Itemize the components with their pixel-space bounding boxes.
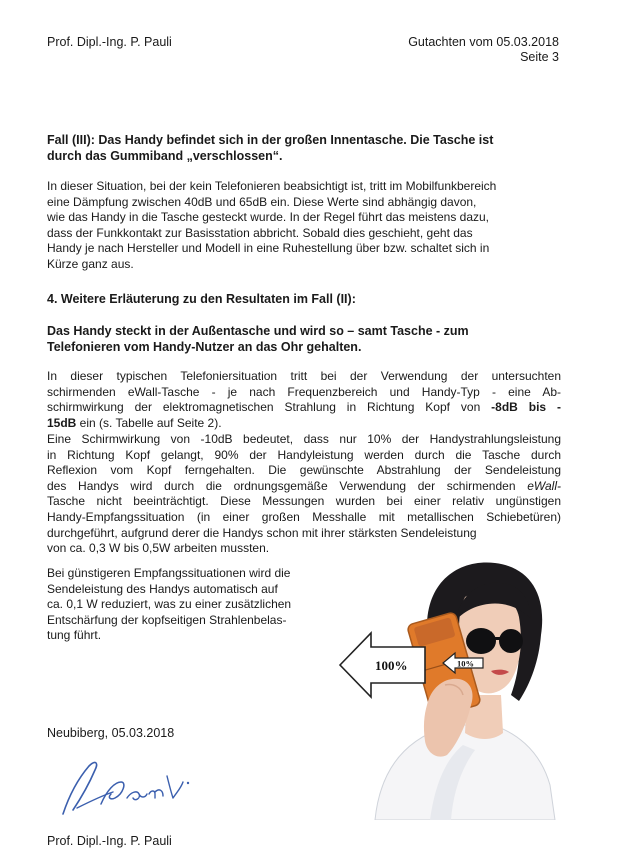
p2-line-3: Reflexion vom Kopf ferngehalten. Die gewünschte Abstrahlung der Sendeleistung: [47, 463, 561, 478]
section4-paragraph-1: [47, 369, 561, 431]
p2-line-4-text: des Handys wird durch die ordnungsgemäße Verwendung der schirmenden: [47, 478, 528, 493]
p2-line-2: in Richtung Kopf gelangt, 90% der Handyleistung werden durch die Tasche durch: [47, 447, 561, 462]
case3-heading-line: durch das Gummiband „verschlossen“.: [47, 149, 283, 163]
p2-line-8: von ca. 0,3 W bis 0,5W arbeiten mussten.: [47, 541, 270, 556]
p1-line-3: [47, 400, 561, 416]
p1-line-4: [47, 416, 561, 432]
case3-line: wie das Handy in die Tasche gesteckt wurde. In der Regel führt das meistens dazu,: [47, 210, 490, 225]
jacket: [375, 723, 555, 820]
phone-label: 10%: [457, 658, 474, 669]
section4-subheading-line: Telefonieren vom Handy-Nutzer an das Ohr gehalten.: [47, 340, 362, 354]
shielding-illustration: [335, 555, 565, 820]
sunglasses-bridge: [493, 637, 501, 640]
sunglasses-right-lens: [499, 629, 523, 653]
section4-subheading: [47, 323, 559, 355]
section4-paragraph-2: [47, 432, 561, 557]
p3-line: Bei günstigeren Empfangssituationen wird die: [47, 566, 291, 580]
header-report-date: [408, 35, 559, 65]
p2-line-7: durchgeführt, aufgrund derer die Handys schon mit ihrer stärksten Sendeleistung: [47, 525, 477, 540]
p2-line-1: Eine Schirmwirkung von -10dB bedeutet, dass nur 10% der Handystrahlungsleistung: [47, 432, 561, 446]
section4-heading: 4. Weitere Erläuterung zu den Resultaten im Fall (II):: [47, 292, 356, 306]
signature: [55, 752, 205, 822]
attenuation-range-start: -8dB bis -: [491, 400, 561, 415]
case3-heading: [47, 132, 559, 164]
section4-subheading-line: Das Handy steckt in der Außentasche und wird so – samt Tasche - zum: [47, 324, 469, 338]
case3-line: dass der Funkkontakt zur Basisstation abbricht. Sobald dies geschieht, geht das: [47, 225, 473, 240]
case3-line: In dieser Situation, bei der kein Telefonieren beabsichtigt ist, tritt im Mobilfunkbereich: [47, 179, 497, 193]
p3-line: tung führt.: [47, 628, 102, 643]
arrow-label: 100%: [375, 658, 408, 673]
p2-line-6: Handy-Empfangssituation (in einer großen Messhalle mit metallischen Schiebetüren): [47, 509, 561, 524]
p2-line-5: Tasche nicht beeinträchtigt. Diese Messungen wurden bei einer relativ ungünstigen: [47, 494, 561, 509]
p1-line-3-text: schirmwirkung der elektromagnetischen Strahlung in Richtung Kopf von: [47, 400, 492, 415]
case3-line: Kürze ganz aus.: [47, 256, 134, 271]
p1-line-1: In dieser typischen Telefoniersituation tritt bei der Verwendung der untersuchten: [47, 369, 561, 383]
header-author: Prof. Dipl.-Ing. P. Pauli: [47, 35, 172, 49]
attenuation-range-end: 15dB: [47, 415, 77, 430]
p3-line: ca. 0,1 W reduziert, was zu einer zusätzlichen: [47, 597, 292, 612]
case3-paragraph: [47, 179, 559, 273]
signature-svg: [55, 752, 205, 822]
section4-paragraph-3: [47, 566, 347, 644]
illustration-svg: [335, 555, 565, 820]
p2-line-4: [47, 479, 561, 495]
p3-line: Entschärfung der kopfseitigen Strahlenbelas-: [47, 612, 287, 627]
case3-line: eine Dämpfung zwischen 40dB und 65dB ein. Diese Werte sind abhängig davon,: [47, 194, 477, 209]
p3-line: Sendeleistung des Handys automatisch auf: [47, 581, 278, 596]
page-number: Seite 3: [520, 50, 559, 64]
p1-line-4-text: ein (s. Tabelle auf Seite 2).: [76, 415, 222, 430]
p1-line-2: schirmenden eWall-Tasche - je nach Frequenzbereich und Handy-Typ - eine Ab-: [47, 384, 561, 399]
case3-line: Handy je nach Hersteller und Modell in eine Ruhestellung über bzw. schaltet sich in: [47, 241, 490, 256]
place-date: Neubiberg, 05.03.2018: [47, 726, 175, 740]
report-title: Gutachten vom 05.03.2018: [408, 35, 559, 49]
footer-author: Prof. Dipl.-Ing. P. Pauli: [47, 834, 172, 848]
case3-heading-line: Fall (III): Das Handy befindet sich in der großen Innentasche. Die Tasche ist: [47, 133, 494, 147]
sunglasses-left-lens: [466, 628, 496, 654]
ewall-italic: eWall-: [527, 478, 561, 493]
